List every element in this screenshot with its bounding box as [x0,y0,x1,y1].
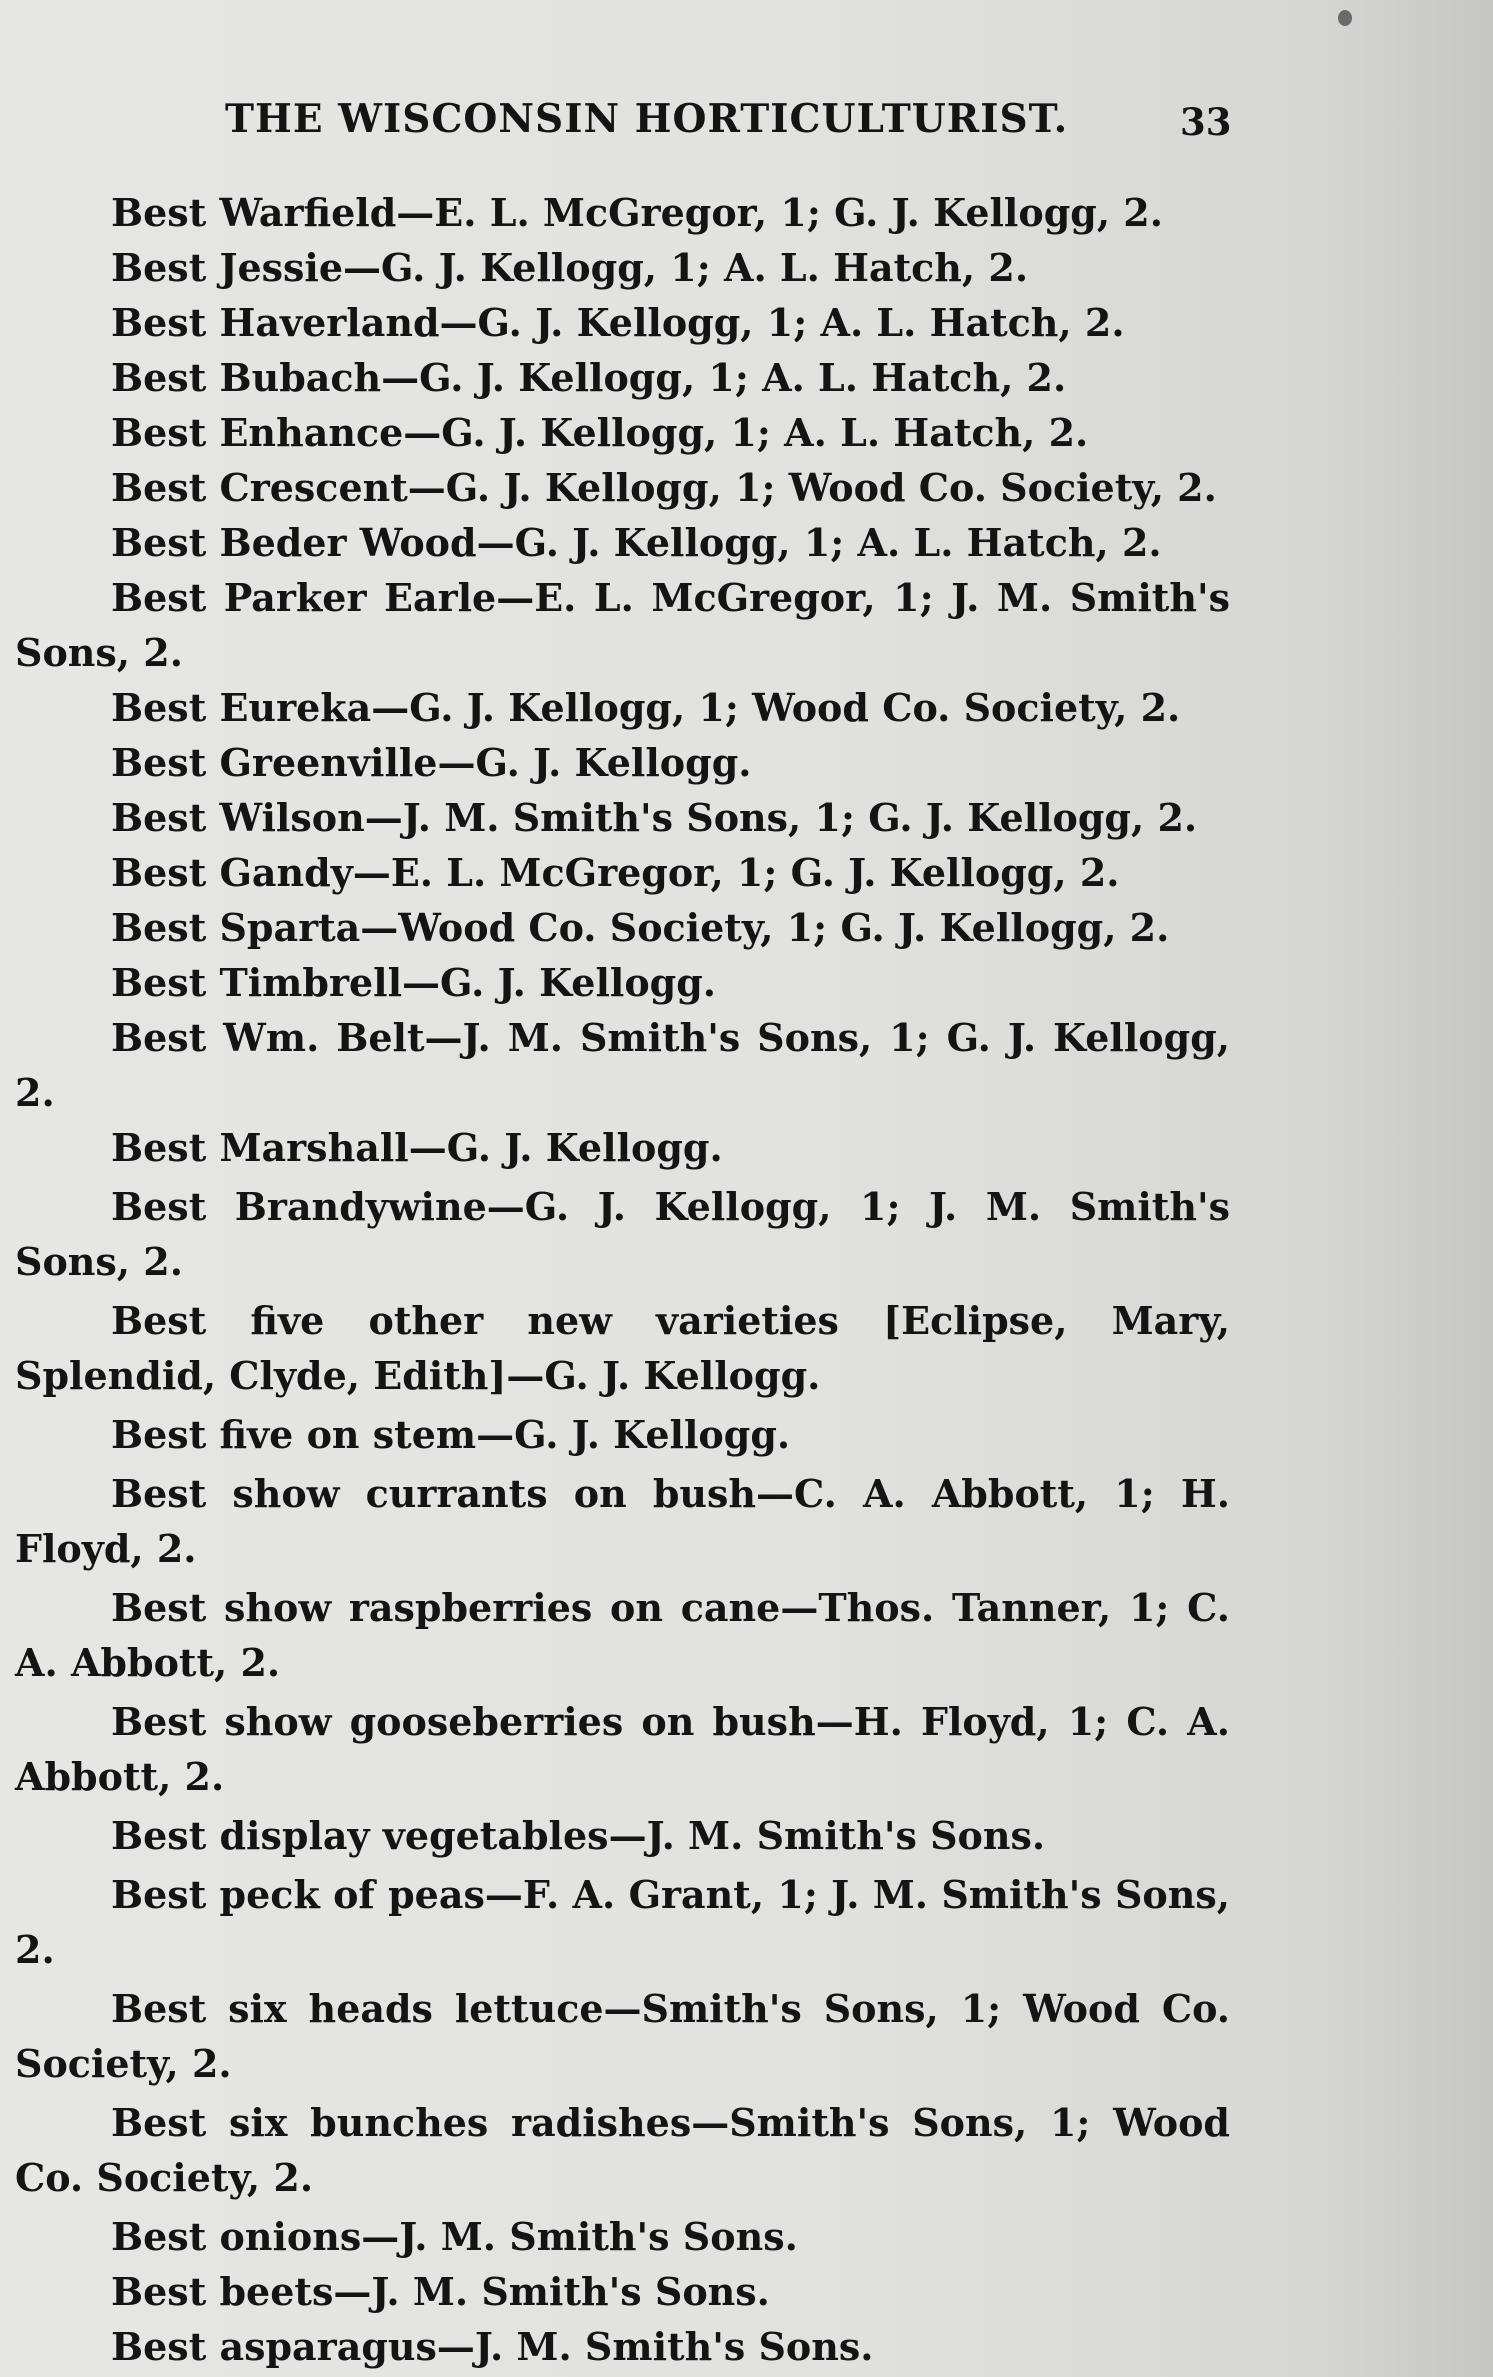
list-item: Best Bubach—G. J. Kellogg, 1; A. L. Hatch, 2. [111,355,1067,400]
list-item: Best Sparta—Wood Co. Society, 1; G. J. Kellogg, 2. [111,905,1170,950]
list-item: Best peck of peas—F. A. Grant, 1; J. M. Smith's Sons, 2. [15,1872,1230,1972]
list-item: Best five on stem—G. J. Kellogg. [111,1412,791,1457]
list-item: Best Wm. Belt—J. M. Smith's Sons, 1; G. J. Kellogg, 2. [15,1015,1230,1115]
list-item: Best Beder Wood—G. J. Kellogg, 1; A. L. Hatch, 2. [111,520,1162,565]
list-item: Best six bunches radishes—Smith's Sons, 1; Wood Co. Society, 2. [15,2100,1230,2200]
list-item: Best Parker Earle—E. L. McGregor, 1; J. M. Smith's Sons, 2. [15,575,1230,675]
list-item: Best Enhance—G. J. Kellogg, 1; A. L. Hatch, 2. [111,410,1089,455]
list-item: Best Gandy—E. L. McGregor, 1; G. J. Kellogg, 2. [111,850,1120,895]
running-title: THE WISCONSIN HORTICULTURIST. [225,96,1069,142]
list-item: Best Warfield—E. L. McGregor, 1; G. J. Kellogg, 2. [111,190,1163,235]
page-header [225,96,1232,156]
award-list [15,185,1230,2374]
list-item: Best Greenville—G. J. Kellogg. [111,740,752,785]
list-item: Best Brandywine—G. J. Kellogg, 1; J. M. Smith's Sons, 2. [15,1184,1230,1284]
list-item: Best Crescent—G. J. Kellogg, 1; Wood Co. Society, 2. [111,465,1217,510]
list-item: Best show gooseberries on bush—H. Floyd, 1; C. A. Abbott, 2. [15,1699,1230,1799]
list-item: Best Wilson—J. M. Smith's Sons, 1; G. J. Kellogg, 2. [111,795,1198,840]
list-item: Best display vegetables—J. M. Smith's Sons. [111,1813,1046,1858]
list-item: Best show raspberries on cane—Thos. Tanner, 1; C. A. Abbott, 2. [15,1585,1230,1685]
page-edge-shadow [1313,0,1493,2377]
list-item: Best Marshall—G. J. Kellogg. [111,1125,723,1170]
list-item: Best Timbrell—G. J. Kellogg. [111,960,717,1005]
list-item: Best onions—J. M. Smith's Sons. [111,2214,798,2259]
list-item: Best six heads lettuce—Smith's Sons, 1; Wood Co. Society, 2. [15,1986,1230,2086]
page-number: 33 [1180,100,1232,144]
list-item: Best Jessie—G. J. Kellogg, 1; A. L. Hatch, 2. [111,245,1029,290]
list-item: Best Haverland—G. J. Kellogg, 1; A. L. Hatch, 2. [111,300,1125,345]
list-item: Best asparagus—J. M. Smith's Sons. [111,2324,874,2369]
list-item: Best beets—J. M. Smith's Sons. [111,2269,770,2314]
list-item: Best five other new varieties [Eclipse, Mary, Splendid, Clyde, Edith]—G. J. Kellogg. [15,1298,1230,1398]
list-item: Best Eureka—G. J. Kellogg, 1; Wood Co. Society, 2. [111,685,1181,730]
ink-speck [1338,10,1352,26]
list-item: Best show currants on bush—C. A. Abbott, 1; H. Floyd, 2. [15,1471,1230,1571]
